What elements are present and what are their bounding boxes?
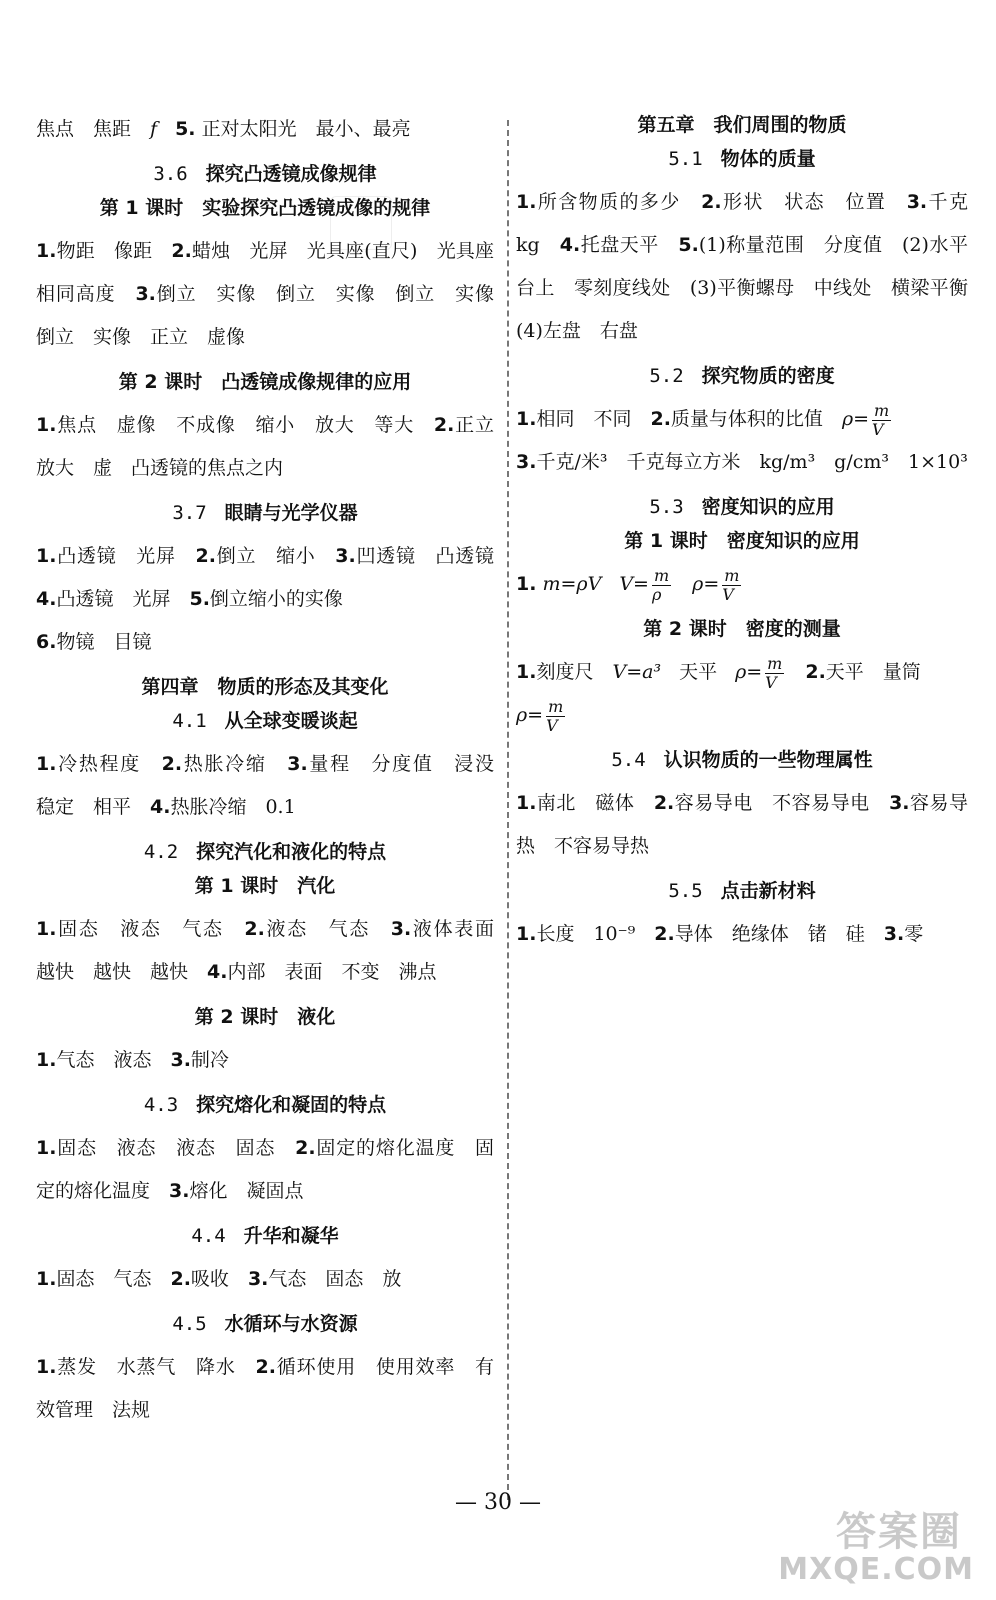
- answers-4-2-1: 1.固态 液态 气态 2.液态 气态 3.液体表面 越快 越快 越快 4.内部 表面 不变 沸点: [36, 918, 513, 983]
- answers-3-6-1: 1.物距 像距 2.蜡烛 光屏 光具座(直尺) 光具座 相同高度 3.倒立 实像 倒立 实像 倒立 实像 倒立 实像 正立 虚像: [36, 240, 514, 348]
- fraction-m-over-rho: $\frac{m}{\rho}$: [651, 565, 670, 604]
- fraction-m-over-v: $\frac{m}{V}$: [872, 400, 890, 439]
- fraction-m-over-v: $\frac{m}{V}$: [546, 696, 564, 735]
- section-heading-3-7: 3.7 眼睛与光学仪器: [172, 502, 358, 524]
- fraction-m-over-v: $\frac{m}{V}$: [765, 653, 783, 692]
- section-heading-4-3: 4.3 探究熔化和凝固的特点: [143, 1094, 387, 1116]
- section-heading-5-1: 5.1 物体的质量: [668, 148, 816, 170]
- lesson-heading-3-6-1: 第 1 课时 实验探究凸透镜成像的规律: [99, 197, 431, 219]
- left-column: [36, 108, 514, 1432]
- page-number: — 30 —: [455, 1490, 541, 1515]
- section-heading-4-1: 4.1 从全球变暖谈起: [172, 710, 358, 732]
- answers-5-5: 1.长度 10⁻⁹ 2.导体 绝缘体 锗 硅 3.零: [516, 923, 924, 945]
- fraction-m-over-v: $\frac{m}{V}$: [722, 565, 740, 604]
- answers-4-5: 1.蒸发 水蒸气 降水 2.循环使用 使用效率 有效管理 法规: [36, 1356, 494, 1421]
- column-divider: [507, 120, 509, 1500]
- right-column: [516, 108, 988, 956]
- answers-5-2: 1.相同 不同 2.质量与体积的比值 ρ= $\frac{m}{V}$ 3.千克/米³ 千克每立方米 kg/m³ g/cm³ 1×10³: [516, 400, 968, 473]
- lesson-heading-4-2-2: 第 2 课时 液化: [194, 1006, 336, 1028]
- chapter-heading-5: 第五章 我们周围的物质: [637, 114, 847, 136]
- section-heading-5-3: 5.3 密度知识的应用: [649, 496, 835, 518]
- section-heading-4-5: 4.5 水循环与水资源: [172, 1313, 358, 1335]
- chapter-heading-4: 第四章 物质的形态及其变化: [141, 676, 389, 698]
- answers-3-7: 1.凸透镜 光屏 2.倒立 缩小 3.凹透镜 凸透镜 4.凸透镜 光屏 5.倒立缩小的实像 6.物镜 目镜: [36, 545, 513, 653]
- section-heading-3-6: 3.6 探究凸透镜成像规律: [153, 163, 377, 185]
- answers-5-3-2: 1.刻度尺 V=a³ 天平 ρ= $\frac{m}{V}$ 2.天平 量筒 ρ= $\frac{m}{V}$: [516, 653, 921, 735]
- section-heading-4-2: 4.2 探究汽化和液化的特点: [143, 841, 387, 863]
- density-formula: ρ=: [841, 408, 870, 430]
- answers-4-4: 1.固态 气态 2.吸收 3.气态 固态 放: [36, 1268, 402, 1290]
- lesson-heading-3-6-2: 第 2 课时 凸透镜成像规律的应用: [118, 371, 412, 393]
- answer-line: 焦点 焦距 f 5. 正对太阳光 最小、最亮: [36, 118, 411, 140]
- answers-4-3: 1.固态 液态 液态 固态 2.固定的熔化温度 固定的熔化温度 3.熔化 凝固点: [36, 1137, 494, 1202]
- answers-3-6-2: 1.焦点 虚像 不成像 缩小 放大 等大 2.正立 放大 虚 凸透镜的焦点之内: [36, 414, 513, 479]
- section-heading-4-4: 4.4 升华和凝华: [191, 1225, 339, 1247]
- answers-5-4: 1.南北 磁体 2.容易导电 不容易导电 3.容易导热 不容易导热: [516, 792, 968, 857]
- section-heading-5-2: 5.2 探究物质的密度: [649, 365, 835, 387]
- answers-5-3-1: 1. m=ρV V= $\frac{m}{\rho}$ ρ= $\frac{m}{V}$: [516, 565, 740, 604]
- watermark-domain: MXQE.COM: [778, 1552, 974, 1587]
- site-watermark: [714, 1500, 974, 1590]
- lesson-heading-5-3-1: 第 1 课时 密度知识的应用: [624, 530, 860, 552]
- lesson-heading-5-3-2: 第 2 课时 密度的测量: [643, 618, 841, 640]
- section-heading-5-4: 5.4 认识物质的一些物理属性: [611, 749, 873, 771]
- answers-5-1: 1.所含物质的多少 2.形状 状态 位置 3.千克 kg 4.托盘天平 5.(1)称量范围 分度值 (2)水平台上 零刻度线处 (3)平衡螺母 中线处 横梁平衡 (4)左盘 右盘: [516, 191, 988, 342]
- section-heading-5-5: 5.5 点击新材料: [668, 880, 816, 902]
- answers-4-2-2: 1.气态 液态 3.制冷: [36, 1049, 229, 1071]
- answers-4-1: 1.冷热程度 2.热胀冷缩 3.量程 分度值 浸没 稳定 相平 4.热胀冷缩 0.1: [36, 753, 513, 818]
- lesson-heading-4-2-1: 第 1 课时 汽化: [194, 875, 336, 897]
- watermark-logo-text: 答案圈: [836, 1509, 962, 1555]
